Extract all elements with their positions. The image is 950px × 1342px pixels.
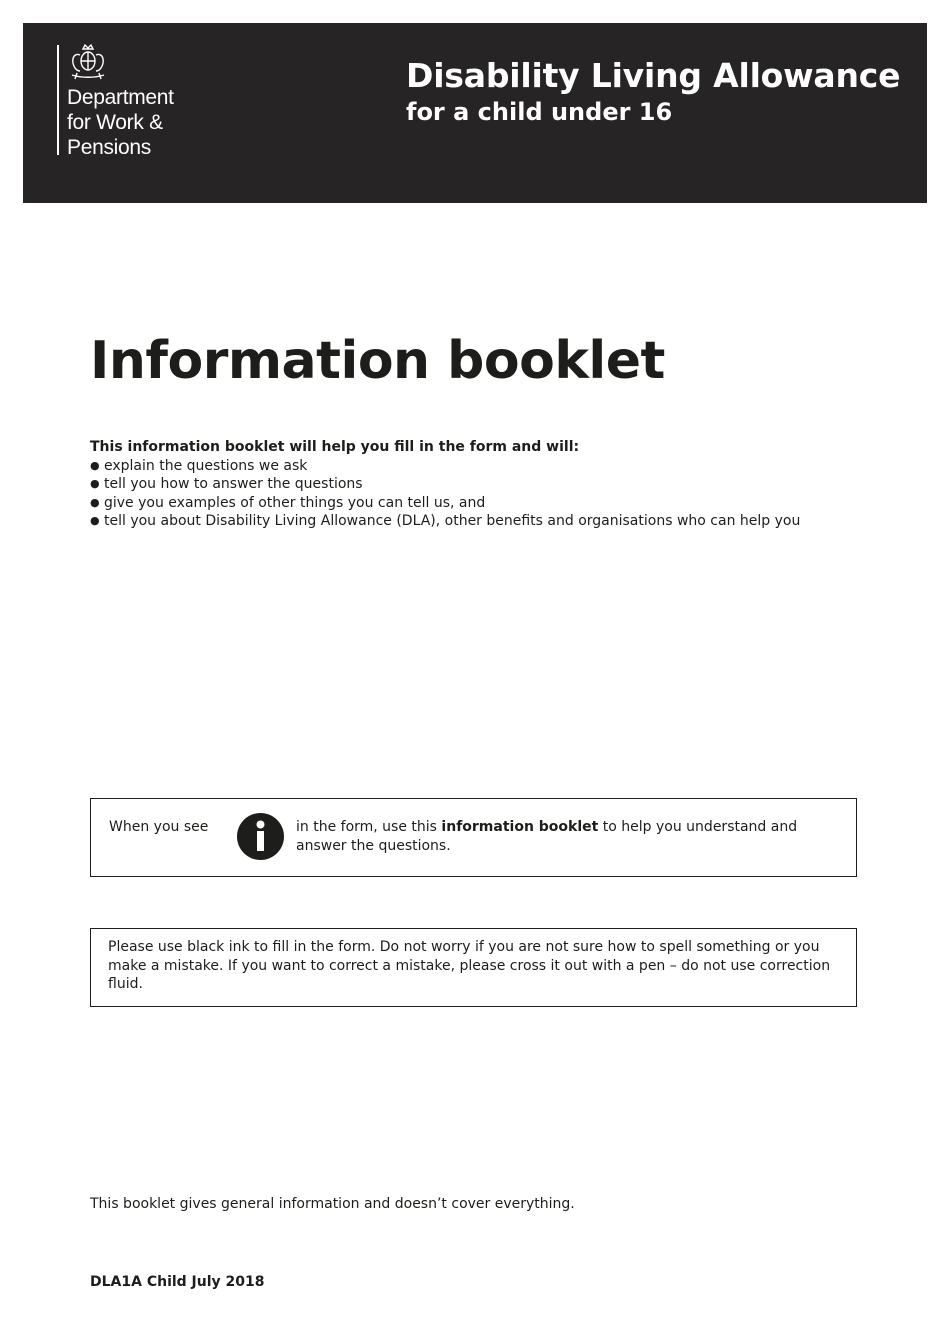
header-subtitle: for a child under 16 <box>406 98 673 126</box>
department-name-line: Pensions <box>67 136 151 159</box>
header-title-block <box>406 55 900 127</box>
info-box-text-bold: information booklet <box>441 819 599 835</box>
black-ink-notice <box>90 928 857 1007</box>
intro-bullet-list <box>90 457 810 531</box>
department-name-line: Department <box>67 86 174 109</box>
list-item: ● tell you how to answer the questions <box>90 475 810 494</box>
info-symbol-box <box>90 798 857 877</box>
list-item: ● tell you about Disability Living Allowance (DLA), other benefits and organisations who can help you <box>90 512 810 531</box>
department-name-line: for Work & <box>67 111 163 134</box>
info-icon <box>237 813 284 860</box>
info-box-lead: When you see <box>109 819 209 835</box>
royal-crest-icon <box>67 43 109 81</box>
page-header <box>23 23 927 203</box>
page-title: Information booklet <box>90 331 665 391</box>
logo-divider <box>57 45 59 155</box>
black-ink-notice-text: Please use black ink to fill in the form. Do not worry if you are not sure how to spell something or you make a mistake. If you want to correct a mistake, please cross it out with a pen – do not use correction fluid. <box>108 939 831 992</box>
intro-lead: This information booklet will help you fill in the form and will: <box>90 439 580 455</box>
info-box-text-part: to help you understand and answer the questions. <box>296 819 798 854</box>
info-box-text-part: in the form, use this <box>296 819 442 835</box>
form-code: DLA1A Child July 2018 <box>90 1274 265 1290</box>
department-name <box>67 85 174 160</box>
header-title: Disability Living Allowance <box>406 56 901 95</box>
info-box-text <box>296 818 816 855</box>
dwp-logo <box>57 43 257 183</box>
list-item: ● give you examples of other things you can tell us, and <box>90 494 810 513</box>
intro-section <box>90 438 810 531</box>
list-item: ● explain the questions we ask <box>90 457 810 476</box>
general-info-note: This booklet gives general information and doesn’t cover everything. <box>90 1196 575 1212</box>
